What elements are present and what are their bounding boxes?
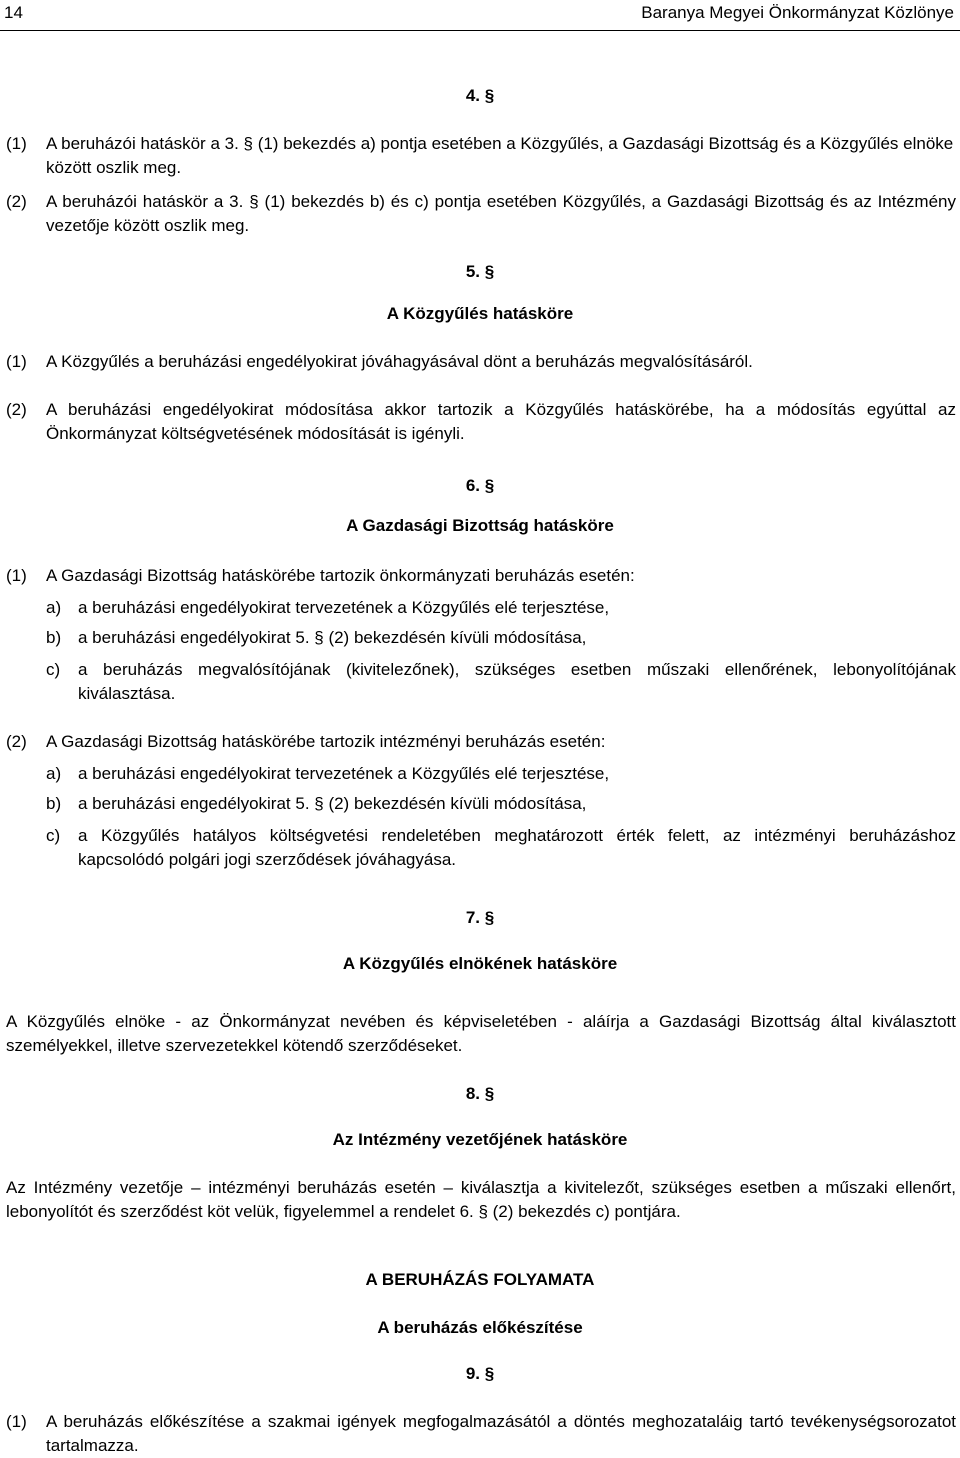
section-7-title: A Közgyűlés elnökének hatásköre bbox=[342, 954, 618, 973]
item-letter: c) bbox=[46, 826, 61, 845]
section-7-heading: 7. § bbox=[465, 908, 495, 927]
item-letter: a) bbox=[46, 764, 62, 783]
list-item bbox=[46, 792, 956, 816]
s4-p2-number: (2) bbox=[6, 192, 27, 211]
s8-text: Az Intézmény vezetője – intézményi beruházás esetén – kiválasztja a kivitelezőt, szükséges esetben a műszaki ellenőrt, lebonyolítót és szerződést köt velük, figyelemmel a rendelet 6. § (2) bekezdés c) pontjára. bbox=[6, 1178, 956, 1221]
section-6-title: A Gazdasági Bizottság hatásköre bbox=[346, 516, 614, 535]
s7-text: A Közgyűlés elnöke - az Önkormányzat nevében és képviseletében - aláírja a Gazdasági Bizottság által kiválasztott személyekkel, illetve szervezetekkel kötendő szerződéseket. bbox=[6, 1012, 956, 1055]
item-letter: c) bbox=[46, 660, 61, 679]
s6-p2-number: (2) bbox=[6, 732, 27, 751]
list-item bbox=[46, 824, 956, 872]
s5-p1-text: A Közgyűlés a beruházási engedélyokirat jóváhagyásával dönt a beruházás megvalósításáról. bbox=[46, 352, 753, 371]
page-header bbox=[0, 0, 960, 31]
section-5-heading: 5. § bbox=[465, 262, 495, 281]
list-item bbox=[46, 596, 956, 620]
s4-p2-text: A beruházói hatáskör a 3. § (1) bekezdés b) és c) pontja esetében Közgyűlés, a Gazdasági Bizottság és az Intézmény vezetője között oszlik meg. bbox=[46, 192, 956, 235]
s6-p2-text: A Gazdasági Bizottság hatáskörébe tartozik intézményi beruházás esetén: bbox=[46, 732, 606, 751]
s9-p1-text: A beruházás előkészítése a szakmai igények megfogalmazásától a döntés meghozataláig tartó tevékenységsorozatot tartalmazza. bbox=[46, 1412, 956, 1455]
section-8-heading: 8. § bbox=[465, 1084, 495, 1103]
item-text: a beruházási engedélyokirat tervezetének a Közgyűlés elé terjesztése, bbox=[78, 598, 610, 617]
s5-p2-number: (2) bbox=[6, 400, 27, 419]
s9-p1-number: (1) bbox=[6, 1412, 27, 1431]
item-letter: b) bbox=[46, 794, 62, 813]
section-9-heading: 9. § bbox=[465, 1364, 495, 1383]
section-4-heading: 4. § bbox=[465, 86, 495, 105]
publication-title: Baranya Megyei Önkormányzat Közlönye bbox=[641, 3, 954, 22]
part-title: A BERUHÁZÁS FOLYAMATA bbox=[365, 1270, 595, 1289]
item-text: a beruházási engedélyokirat 5. § (2) bekezdésén kívüli módosítása, bbox=[78, 628, 587, 647]
s4-p1-text: A beruházói hatáskör a 3. § (1) bekezdés a) pontja esetében a Közgyűlés, a Gazdasági Bizottság és a Közgyűlés elnöke között oszlik meg. bbox=[46, 134, 954, 177]
item-text: a beruházási engedélyokirat tervezetének a Közgyűlés elé terjesztése, bbox=[78, 764, 610, 783]
s4-p1-number: (1) bbox=[6, 134, 27, 153]
s5-p1-number: (1) bbox=[6, 352, 27, 371]
item-letter: a) bbox=[46, 598, 62, 617]
item-text: a beruházási engedélyokirat 5. § (2) bekezdésén kívüli módosítása, bbox=[78, 794, 587, 813]
list-item bbox=[46, 658, 956, 706]
section-5-title: A Közgyűlés hatásköre bbox=[386, 304, 574, 323]
section-6-heading: 6. § bbox=[465, 476, 495, 495]
item-letter: b) bbox=[46, 628, 62, 647]
page-number: 14 bbox=[4, 3, 23, 22]
section-8-title: Az Intézmény vezetőjének hatásköre bbox=[332, 1130, 628, 1149]
list-item bbox=[46, 626, 956, 650]
item-text: a Közgyűlés hatályos költségvetési rendeletében meghatározott érték felett, az intézményi beruházáshoz kapcsolódó polgári jogi szerződések jóváhagyása. bbox=[78, 826, 956, 869]
item-text: a beruházás megvalósítójának (kivitelezőnek), szükséges esetben műszaki ellenőrének, lebonyolítójának kiválasztása. bbox=[78, 660, 956, 703]
s5-p2-text: A beruházási engedélyokirat módosítása akkor tartozik a Közgyűlés hatáskörébe, ha a módosítás egyúttal az Önkormányzat költségvetésének módosítását is igényli. bbox=[46, 400, 956, 443]
s6-p1-number: (1) bbox=[6, 566, 27, 585]
s6-p1-text: A Gazdasági Bizottság hatáskörébe tartozik önkormányzati beruházás esetén: bbox=[46, 566, 635, 585]
list-item bbox=[46, 762, 956, 786]
part-subtitle: A beruházás előkészítése bbox=[377, 1318, 583, 1337]
